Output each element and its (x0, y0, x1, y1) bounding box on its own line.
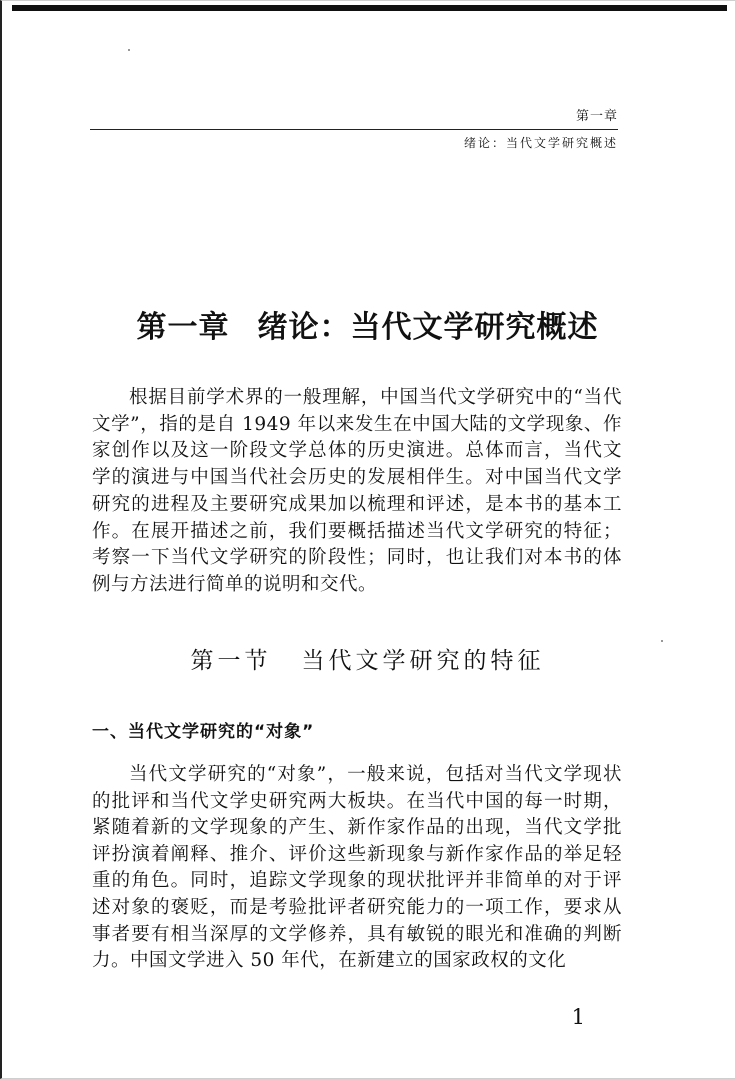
page-number: 1 (571, 1005, 585, 1029)
chapter-title (0, 306, 735, 350)
scan-speck (661, 640, 663, 642)
top-rule (12, 5, 727, 11)
section-name: 当代文学研究的特征 (301, 648, 545, 674)
section-number: 第一节 (190, 648, 272, 674)
intro-paragraph: 根据目前学术界的一般理解，中国当代文学研究中的“当代文学”，指的是自 1949 年以来发生在中国大陆的文学现象、作家创作以及这一阶段文学总体的历史演进。总体而言，当代文学的演进与中国当代社会历史的发展相伴生。对中国当代文学研究的进程及主要研究成果加以梳理和评述，是本书的基本工作。在展开描述之前，我们要概括描述当代文学研究的特征；考察一下当代文学研究的阶段性；同时，也让我们对本书的体例与方法进行简单的说明和交代。 (92, 387, 622, 595)
section-title (0, 645, 735, 677)
running-head (90, 108, 618, 152)
body-paragraph: 当代文学研究的“对象”，一般来说，包括对当代文学现状的批评和当代文学史研究两大板块。在当代中国的每一时期，紧随着新的文学现象的产生、新作家作品的出现，当代文学批评扮演着阐释、推介、评价这些新现象与新作家作品的举足轻重的角色。同时，追踪文学现象的现状批评并非简单的对于评述对象的褒贬，而是考验批评者研究能力的一项工作，要求从事者要有相当深厚的文学修养，具有敏锐的眼光和准确的判断力。中国文学进入 50 年代，在新建立的国家政权的文化 (92, 764, 622, 972)
chapter-name: 绪论：当代文学研究概述 (257, 310, 599, 345)
chapter-number: 第一章 (136, 310, 230, 345)
running-head-rule (90, 129, 618, 130)
scan-speck (128, 49, 130, 51)
running-head-chapter: 第一章 (575, 109, 618, 124)
running-head-title: 绪论：当代文学研究概述 (463, 136, 618, 150)
subsection-heading: 一、当代文学研究的“对象” (92, 722, 315, 742)
